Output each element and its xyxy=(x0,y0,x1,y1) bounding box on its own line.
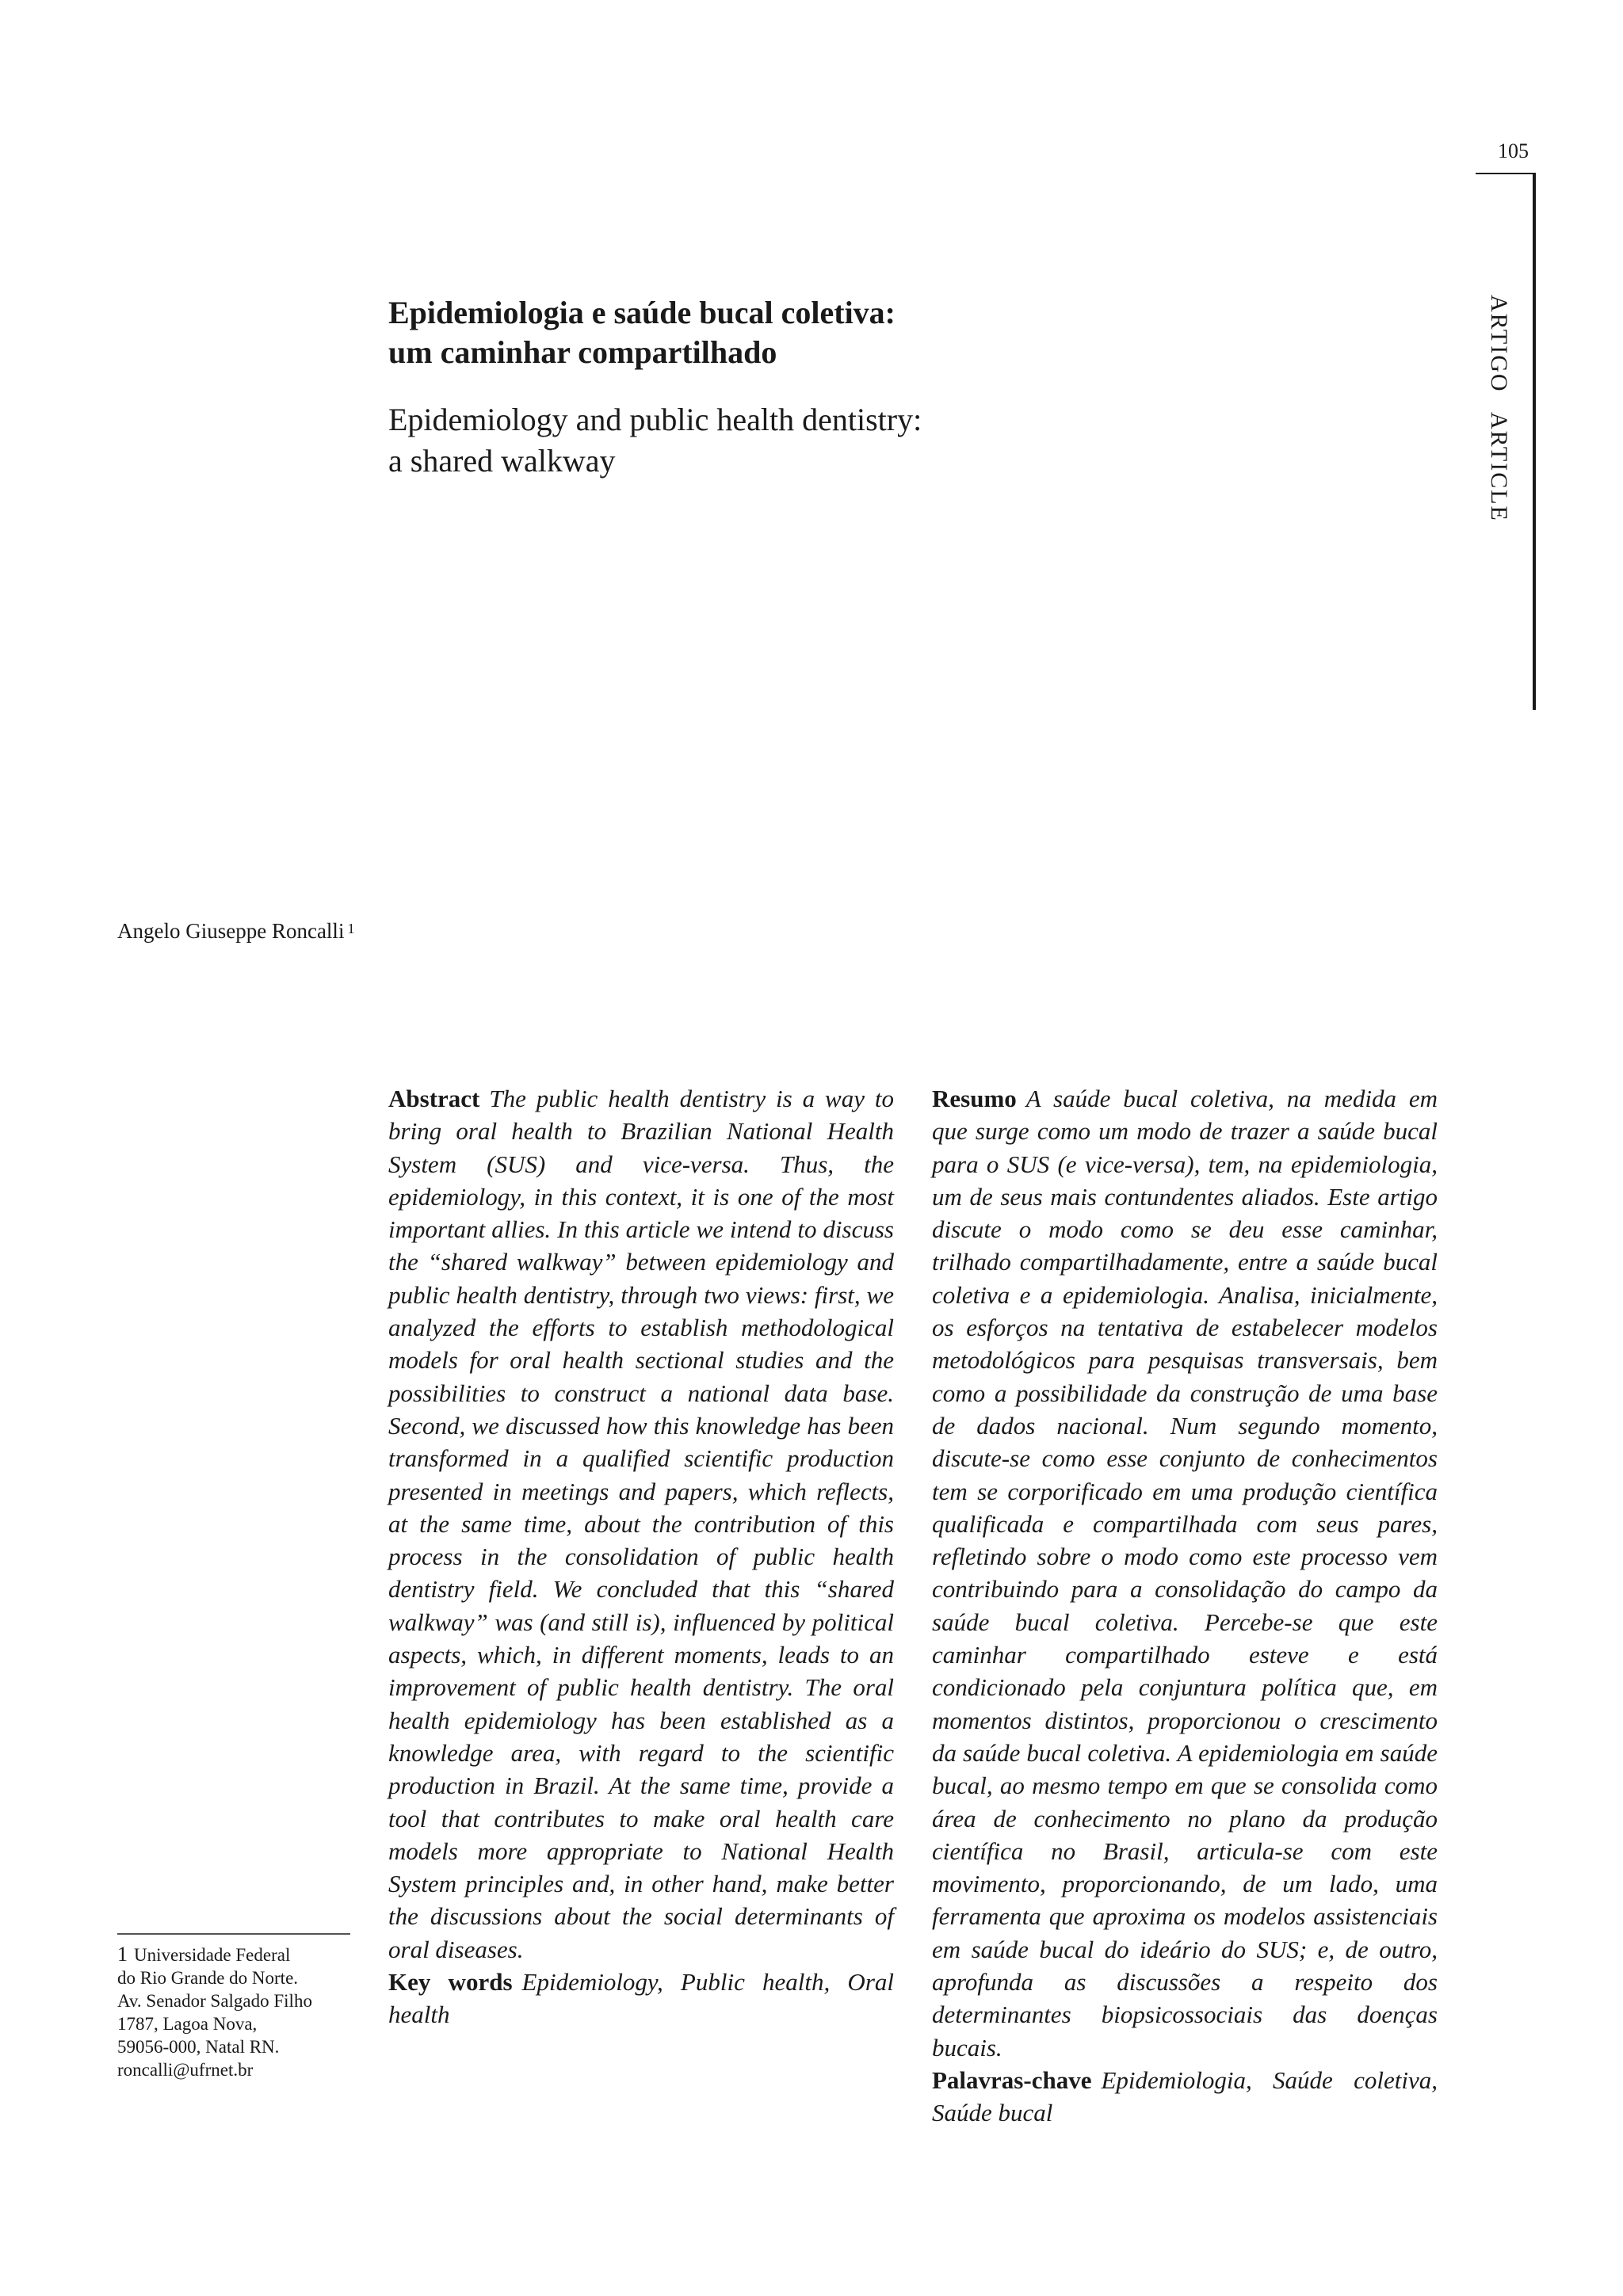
title-pt-line1: Epidemiologia e saúde bucal coletiva: xyxy=(388,295,896,330)
side-rule-vertical xyxy=(1533,173,1536,710)
abstract-heading: Abstract xyxy=(388,1085,480,1112)
footnote-mark: 1 xyxy=(117,1943,128,1966)
affiliation-footnote xyxy=(117,1943,355,2081)
keywords-pt-paragraph xyxy=(932,2064,1438,2130)
side-rule-top xyxy=(1476,173,1536,174)
title-portuguese xyxy=(388,293,1102,372)
author-name: Angelo Giuseppe Roncalli xyxy=(117,919,345,943)
abstract-english xyxy=(388,1082,894,2031)
footnote-line: 1787, Lagoa Nova, xyxy=(117,2014,258,2034)
footnote-line: 1 Universidade Federal xyxy=(117,1943,291,1966)
keywords-en-text: Epidemiology, Public health, Oral health xyxy=(388,1968,894,2029)
resumo-heading: Resumo xyxy=(932,1085,1017,1112)
footnote-rule xyxy=(117,1933,350,1935)
abstract-pt-paragraph xyxy=(932,1082,1438,2064)
article-type-pt: ARTIGO xyxy=(1486,295,1512,393)
keywords-pt-text: Epidemiologia, Saúde coletiva, Saúde bucal xyxy=(932,2065,1438,2127)
footnote-line: do Rio Grande do Norte. xyxy=(117,1968,299,1988)
footnote-email: roncalli@ufrnet.br xyxy=(117,2060,254,2080)
article-type-label xyxy=(1485,295,1512,521)
keywords-en-paragraph xyxy=(388,1966,894,2031)
article-type-en: ARTICLE xyxy=(1486,411,1512,522)
keywords-pt-heading: Palavras-chave xyxy=(932,2065,1092,2094)
title-english xyxy=(388,399,1102,482)
title-pt-line2: um caminhar compartilhado xyxy=(388,334,777,370)
footnote-line: Av. Senador Salgado Filho xyxy=(117,1991,312,2011)
author-line xyxy=(117,919,354,944)
title-en-line1: Epidemiology and public health dentistry: xyxy=(388,402,922,437)
keywords-en-heading: Key words xyxy=(388,1968,513,1997)
abstract-en-paragraph xyxy=(388,1082,894,1966)
abstract-en-text: The public health dentistry is a way to bring oral health to Brazilian National Health System (SUS) and vice-versa. Thus, the epidemiology, in this context, it is one of the most important allies. In this article we intend to discuss the “shared walkway” between epidemiology and public health dentistry, through two views: first, we analyzed the efforts to establish methodological models for oral health sectional studies and the possibilities to construct a national data base. Second, we discussed how this knowledge has been transformed in a qualified scientific production presented in meetings and papers, which reflects, at the same time, about the contribution of this process in the consolidation of public health dentistry field. We concluded that this “shared walkway” was (and still is), influenced by political aspects, which, in different moments, leads to an improvement of public health dentistry. The oral health epidemiology has been established as a knowledge area, with regard to the scientific production in Brazil. At the same time, provide a tool that contributes to make oral health care models more appropriate to National Health System principles and, in other hand, make better the discussions about the social determinants of oral diseases. xyxy=(388,1085,894,1963)
abstract-portuguese xyxy=(932,1082,1438,2130)
footnote-line: 59056-000, Natal RN. xyxy=(117,2037,280,2057)
title-en-line2: a shared walkway xyxy=(388,443,616,479)
author-affiliation-mark: 1 xyxy=(347,921,355,936)
page-number: 105 xyxy=(1498,139,1529,162)
abstract-pt-text: A saúde bucal coletiva, na medida em que surge como um modo de trazer a saúde bucal para o SUS (e vice-versa), tem, na epidemiologia, um de seus mais contundentes aliados. Este artigo discute o modo como se deu esse caminhar, trilhado compartilhadamente, entre a saúde bucal coletiva e a epidemiologia. Analisa, inicialmente, os esforços na tentativa de estabelecer modelos metodológicos para pesquisas transversais, bem como a possibilidade da construção de uma base de dados nacional. Num segundo momento, discute-se como esse conjunto de conhecimentos tem se corporificado em uma produção científica qualificada e compartilhada com seus pares, refletindo sobre o modo como este processo vem contribuindo para a consolidação do campo da saúde bucal coletiva. Percebe-se que este caminhar compartilhado esteve e está condicionado pela conjuntura política que, em momentos distintos, proporcionou o crescimento da saúde bucal coletiva. A epidemiologia em saúde bucal, ao mesmo tempo em que se consolida como área de conhecimento no plano da produção científica no Brasil, articula-se com este movimento, proporcionando, de um lado, uma ferramenta que aproxima os modelos assistenciais em saúde bucal do ideário do SUS; e, de outro, aprofunda as discussões a respeito dos determinantes biopsicossociais das doenças bucais. xyxy=(932,1085,1438,2061)
